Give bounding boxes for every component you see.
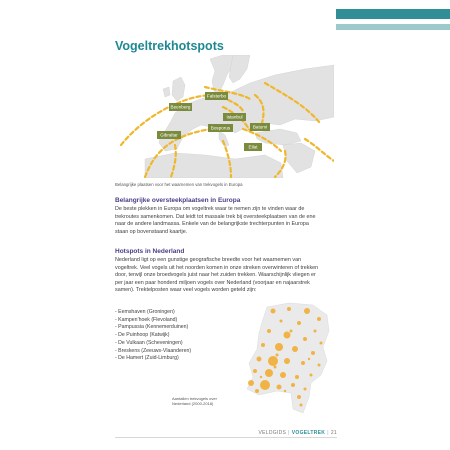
- section-body-europe: [115, 206, 335, 236]
- nl-map-caption: [172, 396, 242, 407]
- migration-density-dot: [253, 369, 257, 373]
- migration-density-dot: [310, 374, 313, 377]
- migration-density-dot: [261, 343, 265, 347]
- migration-density-dot: [303, 337, 307, 341]
- migration-density-dot: [301, 361, 305, 365]
- migration-density-dot: [297, 395, 301, 399]
- europe-migration-map: [115, 55, 334, 178]
- migration-density-dot: [290, 330, 293, 333]
- migration-density-dot: [271, 309, 276, 314]
- migration-density-dot: [248, 380, 254, 386]
- migration-density-dot: [260, 380, 270, 390]
- migration-density-dot: [255, 389, 259, 393]
- migration-density-dot: [292, 346, 298, 352]
- section-body-netherlands: [115, 257, 335, 295]
- migration-density-dot: [287, 307, 291, 311]
- migration-density-dot: [304, 308, 310, 314]
- body-line: door, terwijl onze broedvogels juist naar het zuiden trekken. Waarschijnlijk vliegen er: [115, 272, 316, 279]
- svg-text:Falsterbo: Falsterbo: [206, 93, 227, 99]
- migration-density-dot: [320, 342, 323, 345]
- migration-density-dot: [318, 364, 321, 367]
- migration-density-dot: [295, 375, 299, 379]
- body-line: staan op bovenstaand kaartje.: [115, 228, 188, 235]
- migration-density-dot: [300, 404, 303, 407]
- svg-text:Bosporus: Bosporus: [210, 125, 231, 131]
- body-line: trekroutes samenkomen. Dat leidt tot massale trek bij oversteekplaatsen van de ene: [115, 213, 316, 220]
- migration-density-dot: [308, 358, 310, 360]
- body-line: per jaar een paar honderd miljoen vogels over Nederland (voorjaar en najaarstrek: [115, 279, 310, 286]
- header-accent-bar-light: [336, 24, 450, 30]
- migration-density-dot: [276, 354, 279, 357]
- map-label-falsterbo: [205, 92, 228, 100]
- page-title: Vogeltrekhotspots: [115, 39, 224, 53]
- migration-density-dot: [311, 351, 315, 355]
- map-label-istanbul: [223, 113, 246, 121]
- section-heading-europe: Belangrijke oversteekplaatsen in Europa: [115, 197, 241, 204]
- migration-density-dot: [260, 376, 262, 378]
- list-item: - Breskens (Zeeuws-Vlaanderen): [115, 347, 192, 354]
- body-line: De beste plekken in Europa om vogeltrek waar te nemen zijn te vinden waar de: [115, 206, 305, 212]
- svg-text:Eilat: Eilat: [248, 144, 258, 150]
- migration-density-dot: [297, 321, 301, 325]
- body-line: samen). Trektelposten waar veel vogels worden geteld zijn:: [115, 287, 257, 294]
- list-item: - De Hamert (Zuid-Limburg): [115, 355, 179, 362]
- list-item: - De Vulkaan (Scheveningen): [115, 339, 183, 346]
- svg-text:Batumi: Batumi: [252, 124, 268, 130]
- svg-text:Istanbul: Istanbul: [226, 114, 243, 120]
- header-accent-bar: [336, 9, 450, 19]
- svg-text:Gibraltar: Gibraltar: [160, 132, 178, 138]
- caption-line: Aantallen trekvogels over: [172, 396, 217, 401]
- caption-line: Nederland (2000-2018): [172, 401, 214, 407]
- list-item: - De Puinhoop (Katwijk): [115, 332, 170, 339]
- footer-book-title: VELDGIDS: [258, 430, 287, 436]
- migration-density-dot: [291, 383, 295, 387]
- migration-density-dot: [304, 388, 307, 391]
- map-label-eilat: [244, 143, 262, 151]
- map-caption: Belangrijke plaatsen voor het waarnemen van trekvogels in Europa: [115, 182, 243, 187]
- footer-separator: |: [288, 430, 290, 436]
- migration-density-dot: [257, 357, 262, 362]
- migration-density-dot: [317, 317, 321, 321]
- map-label-batumi: [250, 123, 270, 131]
- body-line: vogeltrek. Veel vogels uit het noorden komen in onze streken overwinteren of trekken: [115, 264, 319, 271]
- svg-text:Beenberg: Beenberg: [170, 104, 191, 110]
- map-label-bosporus: [208, 124, 233, 132]
- footer-section-title: VOGELTREK: [291, 430, 326, 436]
- migration-density-dot: [277, 385, 282, 390]
- netherlands-dot-map: [229, 301, 337, 417]
- migration-density-dot: [284, 358, 290, 364]
- migration-density-dot: [268, 356, 278, 366]
- migration-density-dot: [284, 390, 286, 392]
- map-label-gibraltar: [157, 131, 181, 139]
- page-footer: [232, 430, 337, 436]
- migration-density-dot: [275, 343, 283, 351]
- page-number: 21: [330, 430, 337, 436]
- section-heading-netherlands: Hotspots in Nederland: [115, 248, 185, 255]
- migration-density-dot: [267, 329, 271, 333]
- footer-divider: [115, 437, 337, 438]
- migration-density-dot: [265, 369, 273, 377]
- migration-density-dot: [280, 320, 283, 323]
- list-item: - Eemshaven (Groningen): [115, 309, 175, 315]
- body-line: naar de andere landmassa. Enkele van de belangrijkste trechterpunten in Europa: [115, 221, 309, 228]
- hotspot-list: [115, 309, 225, 363]
- migration-density-dot: [280, 372, 286, 378]
- footer-separator: |: [327, 430, 329, 436]
- list-item: - Pampussia (Kennemerduinen): [115, 324, 189, 331]
- map-label-beenberg: [169, 103, 192, 111]
- body-line: Nederland ligt op een gunstige geografische breedte voor het waarnemen van: [115, 257, 302, 263]
- migration-density-dot: [274, 366, 277, 369]
- migration-density-dot: [284, 332, 291, 339]
- list-item: - Kampen’hoek (Flevoland): [115, 316, 178, 323]
- migration-density-dot: [314, 330, 317, 333]
